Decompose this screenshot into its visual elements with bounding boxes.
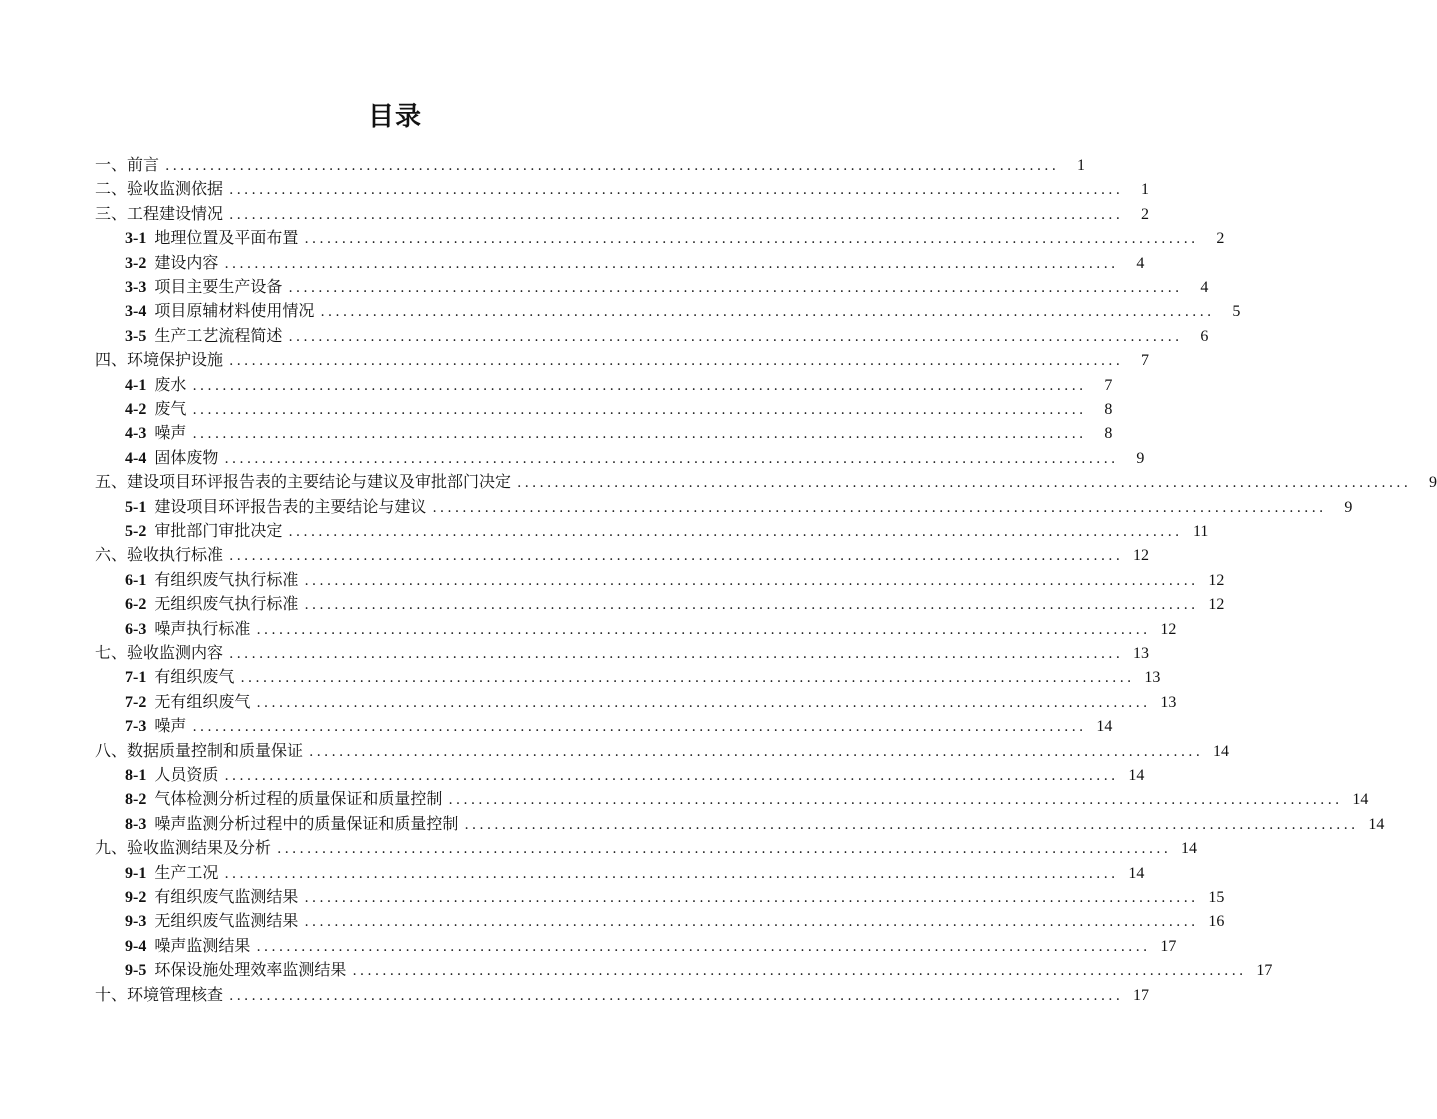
dot-leader: ........................................................................................................................ [320,304,1215,321]
toc-entry[interactable] [125,226,1225,250]
toc-entry-number: 9-5 [125,962,147,980]
dot-leader: ........................................................................................................................ [192,719,1087,736]
toc-entry-page: 14 [1128,767,1145,784]
toc-entry-number: 7-1 [125,669,147,687]
toc-entry[interactable] [125,861,1145,885]
toc-entry[interactable] [125,592,1225,616]
toc-entry[interactable] [125,397,1113,421]
dot-leader: ........................................................................................................................ [304,914,1199,931]
toc-entry-label: 固体废物 [154,447,219,467]
toc-entry[interactable] [125,519,1209,543]
dot-leader: ........................................................................................................................ [224,865,1119,882]
toc-entry-page: 16 [1208,913,1225,931]
toc-entry-page: 13 [1144,669,1161,687]
toc-entry[interactable] [125,275,1209,299]
toc-entry-page: 13 [1160,693,1177,711]
toc-entry-number: 5-1 [125,498,147,516]
dot-leader: ........................................................................................................................ [448,792,1343,809]
toc-entry-page: 17 [1160,937,1177,955]
toc-entry-label: 噪声监测结果 [154,935,251,955]
toc-entry-page: 12 [1133,547,1150,565]
toc-entry-page: 17 [1256,962,1273,980]
toc-entry-label: 噪声执行标准 [154,618,251,638]
dot-leader: ........................................................................................................................ [288,328,1183,345]
toc-entry[interactable] [125,568,1225,592]
toc-entry-label: 无组织废气执行标准 [154,594,299,614]
toc-entry[interactable] [125,812,1385,836]
toc-entry[interactable] [125,617,1177,641]
toc-entry-label: 三、工程建设情况 [95,203,224,223]
dot-leader: ........................................................................................................................ [288,280,1183,296]
toc-entry-page: 13 [1133,645,1150,662]
toc-entry-label: 六、验收执行标准 [95,545,224,565]
toc-entry-number: 3-4 [125,303,147,321]
toc-entry-label: 项目原辅材料使用情况 [154,301,315,321]
toc-entry[interactable] [95,543,1150,567]
toc-entry-label: 五、建设项目环评报告表的主要结论与建议及审批部门决定 [95,472,512,492]
toc-entry-page: 14 [1128,864,1145,882]
toc-entry-page: 2 [1216,230,1225,248]
toc-entry-page: 12 [1208,571,1225,589]
toc-entry-number: 8-3 [125,815,147,833]
toc-entry[interactable] [125,909,1225,933]
dot-leader: ........................................................................................................................ [304,597,1199,614]
toc-entry-page: 9 [1136,449,1145,467]
dot-leader: ........................................................................................................................ [192,402,1087,418]
toc-entry-label: 八、数据质量控制和质量保证 [95,740,304,760]
toc-entry-number: 3-3 [125,279,147,296]
toc-entry-page: 14 [1181,840,1198,858]
toc-entry-page: 15 [1208,889,1225,906]
toc-entry-label: 无组织废气监测结果 [154,911,299,931]
toc-entry-page: 9 [1344,498,1353,516]
toc-entry[interactable] [125,421,1113,445]
toc-entry[interactable] [95,177,1150,201]
toc-entry-page: 6 [1200,327,1209,345]
toc-entry-label: 生产工艺流程简述 [154,325,283,345]
toc-entry-number: 7-2 [125,693,147,711]
toc-entry-label: 建设内容 [154,252,219,272]
toc-entry-number: 9-3 [125,913,147,931]
dot-leader: ........................................................................................................................ [432,499,1327,516]
toc-entry-label: 废气 [154,399,187,418]
toc-entry-page: 1 [1077,157,1086,174]
toc-entry[interactable] [125,251,1145,275]
dot-leader: ........................................................................................................................ [229,987,1124,1004]
dot-leader: ........................................................................................................................ [224,450,1119,467]
toc-entry-label: 噪声 [154,423,187,443]
toc-entry-page: 11 [1192,523,1209,540]
toc-entry-label: 噪声监测分析过程中的质量保证和质量控制 [154,813,459,833]
toc-entry-label: 建设项目环评报告表的主要结论与建议 [154,496,427,516]
toc-entry-page: 7 [1104,376,1113,394]
toc-entry[interactable] [125,665,1161,689]
dot-leader: ........................................................................................................................ [229,548,1124,565]
toc-entry-number: 4-4 [125,449,147,467]
toc-entry[interactable] [95,983,1150,1007]
toc-entry[interactable] [125,934,1177,958]
toc-entry-label: 废水 [154,374,187,394]
dot-leader: ........................................................................................................................ [277,841,1172,858]
toc-entry-page: 1 [1141,181,1150,199]
dot-leader: ........................................................................................................................ [224,255,1119,272]
toc-entry-number: 8-2 [125,791,147,809]
toc-entry[interactable] [125,714,1113,738]
dot-leader: ........................................................................................................................ [517,475,1412,492]
dot-leader: ........................................................................................................................ [192,426,1087,443]
toc-entry[interactable] [125,885,1225,909]
toc-entry-label: 有组织废气 [154,667,235,687]
toc-entry-label: 有组织废气监测结果 [154,887,299,906]
toc-entry-label: 有组织废气执行标准 [154,569,299,589]
toc-entry-page: 12 [1160,620,1177,638]
toc-entry-number: 3-5 [125,327,147,345]
toc-entry[interactable] [125,958,1273,982]
toc-entry-number: 6-3 [125,620,147,638]
dot-leader: ........................................................................................................................ [352,963,1247,980]
toc-entry[interactable] [125,763,1145,787]
toc-entry[interactable] [125,690,1177,714]
dot-leader: ........................................................................................................................ [304,890,1199,906]
toc-entry[interactable] [95,470,1437,494]
toc-entry-label: 二、验收监测依据 [95,179,224,199]
toc-entry-page: 17 [1133,986,1150,1004]
toc-entry-page: 5 [1232,303,1241,321]
toc-entry-page: 14 [1213,742,1230,760]
toc-entry-page: 2 [1141,205,1150,223]
toc-entry[interactable] [95,153,1086,177]
toc-entry-page: 8 [1104,401,1113,418]
toc-entry-number: 4-2 [125,401,147,418]
toc-entry-number: 7-3 [125,718,147,736]
dot-leader: ........................................................................................................................ [229,646,1124,662]
toc-entry[interactable] [125,787,1369,811]
toc-entry[interactable] [95,739,1230,763]
toc-entry-label: 一、前言 [95,155,160,174]
toc-entry-label: 七、验收监测内容 [95,643,224,662]
toc-entry-page: 14 [1368,815,1385,833]
toc-entry-number: 9-2 [125,889,147,906]
toc-entry-number: 3-2 [125,254,147,272]
toc-entry-number: 3-1 [125,230,147,248]
toc-entry[interactable] [125,299,1241,323]
toc-entry-label: 九、验收监测结果及分析 [95,838,272,858]
dot-leader: ........................................................................................................................ [192,377,1087,394]
toc-entry-number: 9-1 [125,864,147,882]
dot-leader: ........................................................................................................................ [288,524,1183,540]
dot-leader: ........................................................................................................................ [240,670,1135,687]
dot-leader: ........................................................................................................................ [256,621,1151,638]
dot-leader: ........................................................................................................................ [304,231,1199,248]
toc-entry[interactable] [95,348,1150,372]
toc-entry[interactable] [95,641,1150,665]
toc-entry-number: 5-2 [125,523,147,540]
dot-leader: ........................................................................................................................ [229,353,1124,370]
toc-entry[interactable] [95,202,1150,226]
dot-leader: ........................................................................................................................ [224,768,1119,784]
page-title: 目录 [367,102,422,132]
toc-entry-number: 9-4 [125,937,147,955]
toc-entry-number: 6-2 [125,596,147,614]
toc-entry[interactable] [95,836,1198,860]
toc-entry-page: 4 [1200,279,1209,296]
toc-entry-page: 9 [1429,474,1437,492]
toc-entry-page: 14 [1096,718,1113,736]
toc-entry-label: 无有组织废气 [154,691,251,711]
toc-entry[interactable] [125,495,1353,519]
toc-entry-label: 项目主要生产设备 [154,277,283,296]
toc-entry-number: 8-1 [125,767,147,784]
toc-entry[interactable] [125,324,1209,348]
toc-entry-page: 14 [1352,791,1369,809]
toc-entry-label: 十、环境管理核查 [95,984,224,1004]
toc-entry-label: 四、环境保护设施 [95,350,224,370]
dot-leader: ........................................................................................................................ [165,158,1060,174]
toc-entry-label: 人员资质 [154,765,219,784]
dot-leader: ........................................................................................................................ [304,572,1199,589]
toc-entry-page: 7 [1141,352,1150,370]
toc-entry-label: 环保设施处理效率监测结果 [154,960,347,980]
toc-entry-label: 噪声 [154,716,187,736]
dot-leader: ........................................................................................................................ [229,206,1124,223]
dot-leader: ........................................................................................................................ [464,816,1359,833]
toc-entry-label: 气体检测分析过程的质量保证和质量控制 [154,789,443,809]
toc-entry-number: 4-3 [125,425,147,443]
toc-entry-number: 4-1 [125,376,147,394]
dot-leader: ........................................................................................................................ [256,694,1151,711]
dot-leader: ........................................................................................................................ [229,182,1124,199]
toc-entry-page: 4 [1136,254,1145,272]
toc-entry-label: 地理位置及平面布置 [154,228,299,248]
toc-entry-number: 6-1 [125,571,147,589]
toc-entry[interactable] [125,373,1113,397]
toc-entry-label: 审批部门审批决定 [154,521,283,540]
toc-entry[interactable] [125,446,1145,470]
toc-entry-page: 12 [1208,596,1225,614]
dot-leader: ........................................................................................................................ [309,743,1204,760]
toc-entry-page: 8 [1104,425,1113,443]
dot-leader: ........................................................................................................................ [256,938,1151,955]
toc-entry-label: 生产工况 [154,862,219,882]
